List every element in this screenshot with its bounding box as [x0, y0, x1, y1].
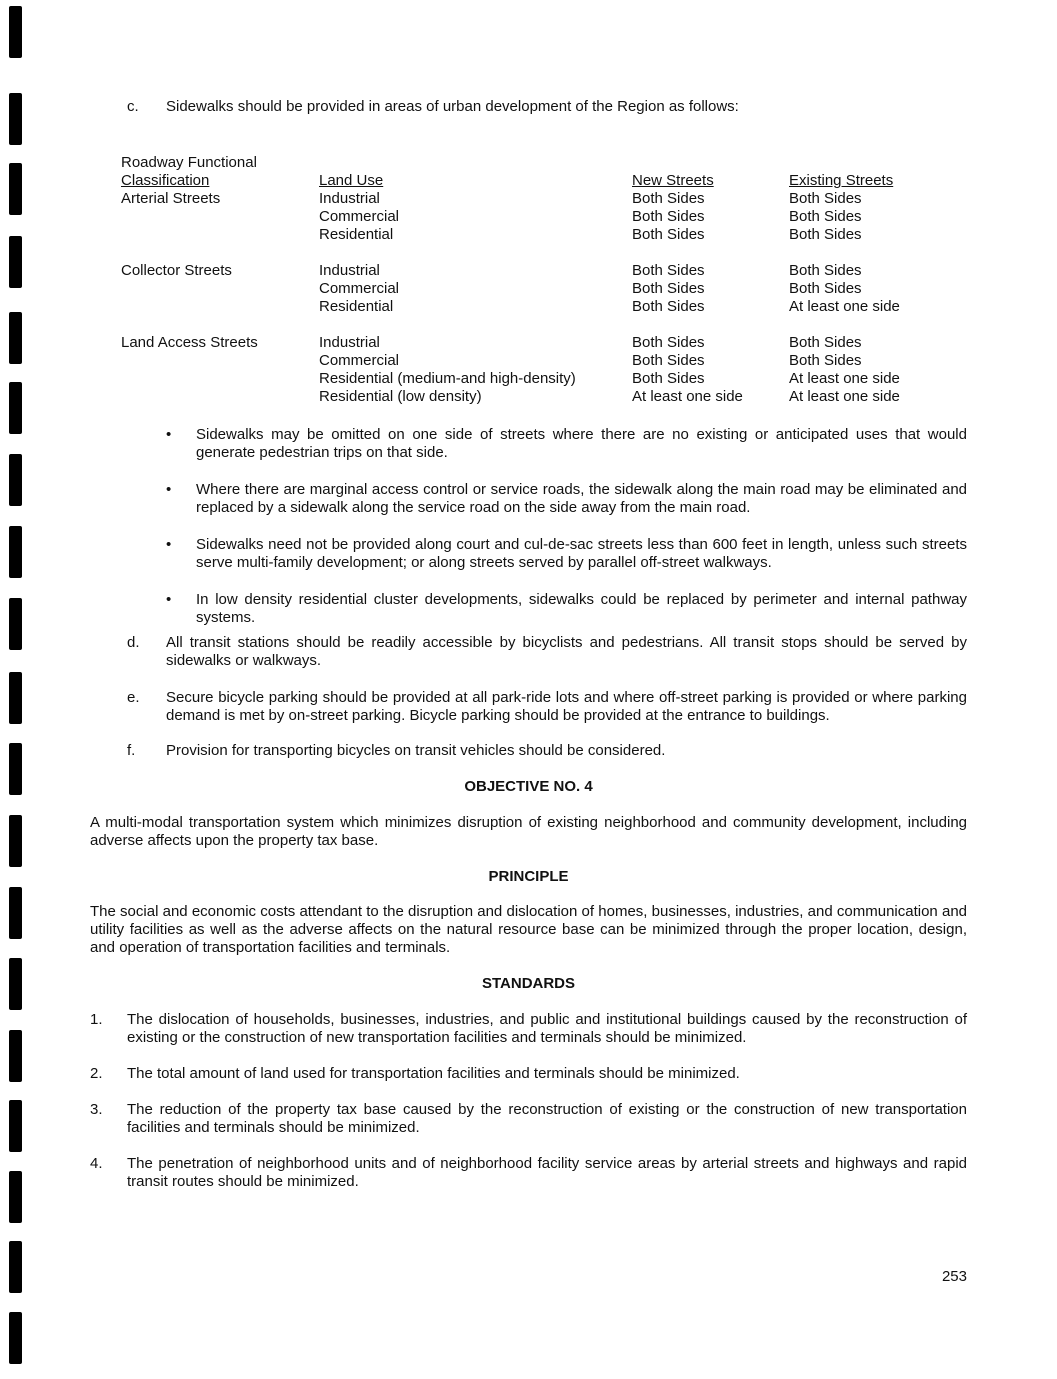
binder-hole — [9, 382, 22, 434]
header-land-use: Land Use — [319, 172, 384, 189]
objective-text: A multi-modal transportation system which minimizes disruption of existing neighborhood and community development, including adverse affects upon the property tax base. — [90, 814, 967, 849]
page-number: 253 — [941, 1268, 967, 1285]
new-streets-cell: Both Sides — [632, 226, 705, 243]
binder-hole — [9, 743, 22, 795]
binder-hole — [9, 887, 22, 939]
existing-streets-cell: Both Sides — [789, 352, 862, 369]
new-streets-cell: Both Sides — [632, 280, 705, 297]
item-c-text: Sidewalks should be provided in areas of urban development of the Region as follows: — [166, 98, 739, 115]
land-use-cell: Commercial — [319, 208, 400, 225]
existing-streets-cell: At least one side — [789, 370, 900, 387]
objective-heading: OBJECTIVE NO. 4 — [464, 778, 593, 795]
item-e-text: Secure bicycle parking should be provided at all park-ride lots and where off-street parking is provided or where parking demand is met by on-street parking. Bicycle parking should be provided at the entrance to buildings. — [166, 689, 967, 724]
existing-streets-cell: Both Sides — [789, 190, 862, 207]
binder-hole — [9, 526, 22, 578]
new-streets-cell: Both Sides — [632, 370, 705, 387]
land-use-cell: Residential — [319, 226, 394, 243]
new-streets-cell: Both Sides — [632, 190, 705, 207]
new-streets-cell: Both Sides — [632, 352, 705, 369]
bullet-dot: • — [166, 481, 172, 498]
existing-streets-cell: Both Sides — [789, 226, 862, 243]
existing-streets-cell: Both Sides — [789, 208, 862, 225]
binder-hole — [9, 1312, 22, 1364]
new-streets-cell: Both Sides — [632, 298, 705, 315]
new-streets-cell: Both Sides — [632, 262, 705, 279]
header-existing-streets: Existing Streets — [789, 172, 894, 189]
binder-hole — [9, 598, 22, 650]
header-new-streets: New Streets — [632, 172, 714, 189]
bullet-dot: • — [166, 536, 172, 553]
standard-number: 3. — [90, 1101, 103, 1118]
principle-heading: PRINCIPLE — [488, 868, 569, 885]
standard-text: The reduction of the property tax base caused by the reconstruction of existing or the construction of new transportation facilities and terminals should be minimized. — [127, 1101, 967, 1136]
standards-heading: STANDARDS — [481, 975, 576, 992]
standard-text: The total amount of land used for transportation facilities and terminals should be minimized. — [127, 1065, 740, 1082]
binder-hole — [9, 236, 22, 288]
binder-hole — [9, 672, 22, 724]
item-d-text: All transit stations should be readily accessible by bicyclists and pedestrians. All transit stops should be served by sidewalks or walkways. — [166, 634, 967, 669]
binder-hole — [9, 312, 22, 364]
land-use-cell: Commercial — [319, 280, 400, 297]
existing-streets-cell: Both Sides — [789, 262, 862, 279]
bullet-dot: • — [166, 426, 172, 443]
classification-cell: Arterial Streets — [121, 190, 221, 207]
header-classification: Classification — [121, 172, 210, 189]
binder-hole — [9, 1171, 22, 1223]
land-use-cell: Commercial — [319, 352, 400, 369]
land-use-cell: Industrial — [319, 262, 380, 279]
new-streets-cell: Both Sides — [632, 334, 705, 351]
land-use-cell: Residential — [319, 298, 394, 315]
existing-streets-cell: At least one side — [789, 298, 900, 315]
binder-hole — [9, 454, 22, 506]
new-streets-cell: At least one side — [632, 388, 743, 405]
bullet-item: Sidewalks may be omitted on one side of streets where there are no existing or anticipated uses that would generate pedestrian trips on that side. — [196, 426, 967, 461]
standard-number: 2. — [90, 1065, 103, 1082]
binder-hole — [9, 1030, 22, 1082]
binder-hole — [9, 1241, 22, 1293]
bullet-item: In low density residential cluster developments, sidewalks could be replaced by perimeter and internal pathway systems. — [196, 591, 967, 626]
existing-streets-cell: Both Sides — [789, 334, 862, 351]
item-d-label: d. — [127, 634, 140, 651]
standard-text: The penetration of neighborhood units and of neighborhood facility service areas by arterial streets and highways and rapid transit routes should be minimized. — [127, 1155, 967, 1190]
existing-streets-cell: At least one side — [789, 388, 900, 405]
land-use-cell: Industrial — [319, 190, 380, 207]
binder-hole — [9, 815, 22, 867]
binder-holes — [9, 0, 23, 1379]
binder-hole — [9, 163, 22, 215]
principle-text: The social and economic costs attendant to the disruption and dislocation of homes, businesses, industries, and communication and utility facilities as well as the adverse affects on the natural resource base can be minimized through the proper location, design, and operation of transportation facilities and terminals. — [90, 903, 967, 956]
binder-hole — [9, 958, 22, 1010]
item-f-label: f. — [127, 742, 136, 759]
land-use-cell: Residential (low density) — [319, 388, 482, 405]
binder-hole — [9, 93, 22, 145]
existing-streets-cell: Both Sides — [789, 280, 862, 297]
binder-hole — [9, 1100, 22, 1152]
classification-cell: Collector Streets — [121, 262, 232, 279]
new-streets-cell: Both Sides — [632, 208, 705, 225]
standard-number: 1. — [90, 1011, 103, 1028]
standard-text: The dislocation of households, businesses, industries, and public and institutional buildings caused by the reconstruction of existing or the construction of new transportation facilities and terminals should be minimized. — [127, 1011, 967, 1046]
item-e-label: e. — [127, 689, 140, 706]
item-f-text: Provision for transporting bicycles on transit vehicles should be considered. — [166, 742, 666, 759]
standard-number: 4. — [90, 1155, 103, 1172]
classification-cell: Land Access Streets — [121, 334, 258, 351]
table-header-line1: Roadway Functional — [121, 154, 257, 171]
land-use-cell: Residential (medium-and high-density) — [319, 370, 576, 387]
bullet-item: Where there are marginal access control or service roads, the sidewalk along the main road may be eliminated and replaced by a sidewalk along the service road on the side away from the main road. — [196, 481, 967, 516]
item-c-label: c. — [127, 98, 139, 115]
bullet-item: Sidewalks need not be provided along court and cul-de-sac streets less than 600 feet in length, unless such streets serve multi-family development; or along streets served by parallel off-street walkways. — [196, 536, 967, 571]
land-use-cell: Industrial — [319, 334, 380, 351]
binder-hole — [9, 6, 22, 58]
bullet-dot: • — [166, 591, 172, 608]
